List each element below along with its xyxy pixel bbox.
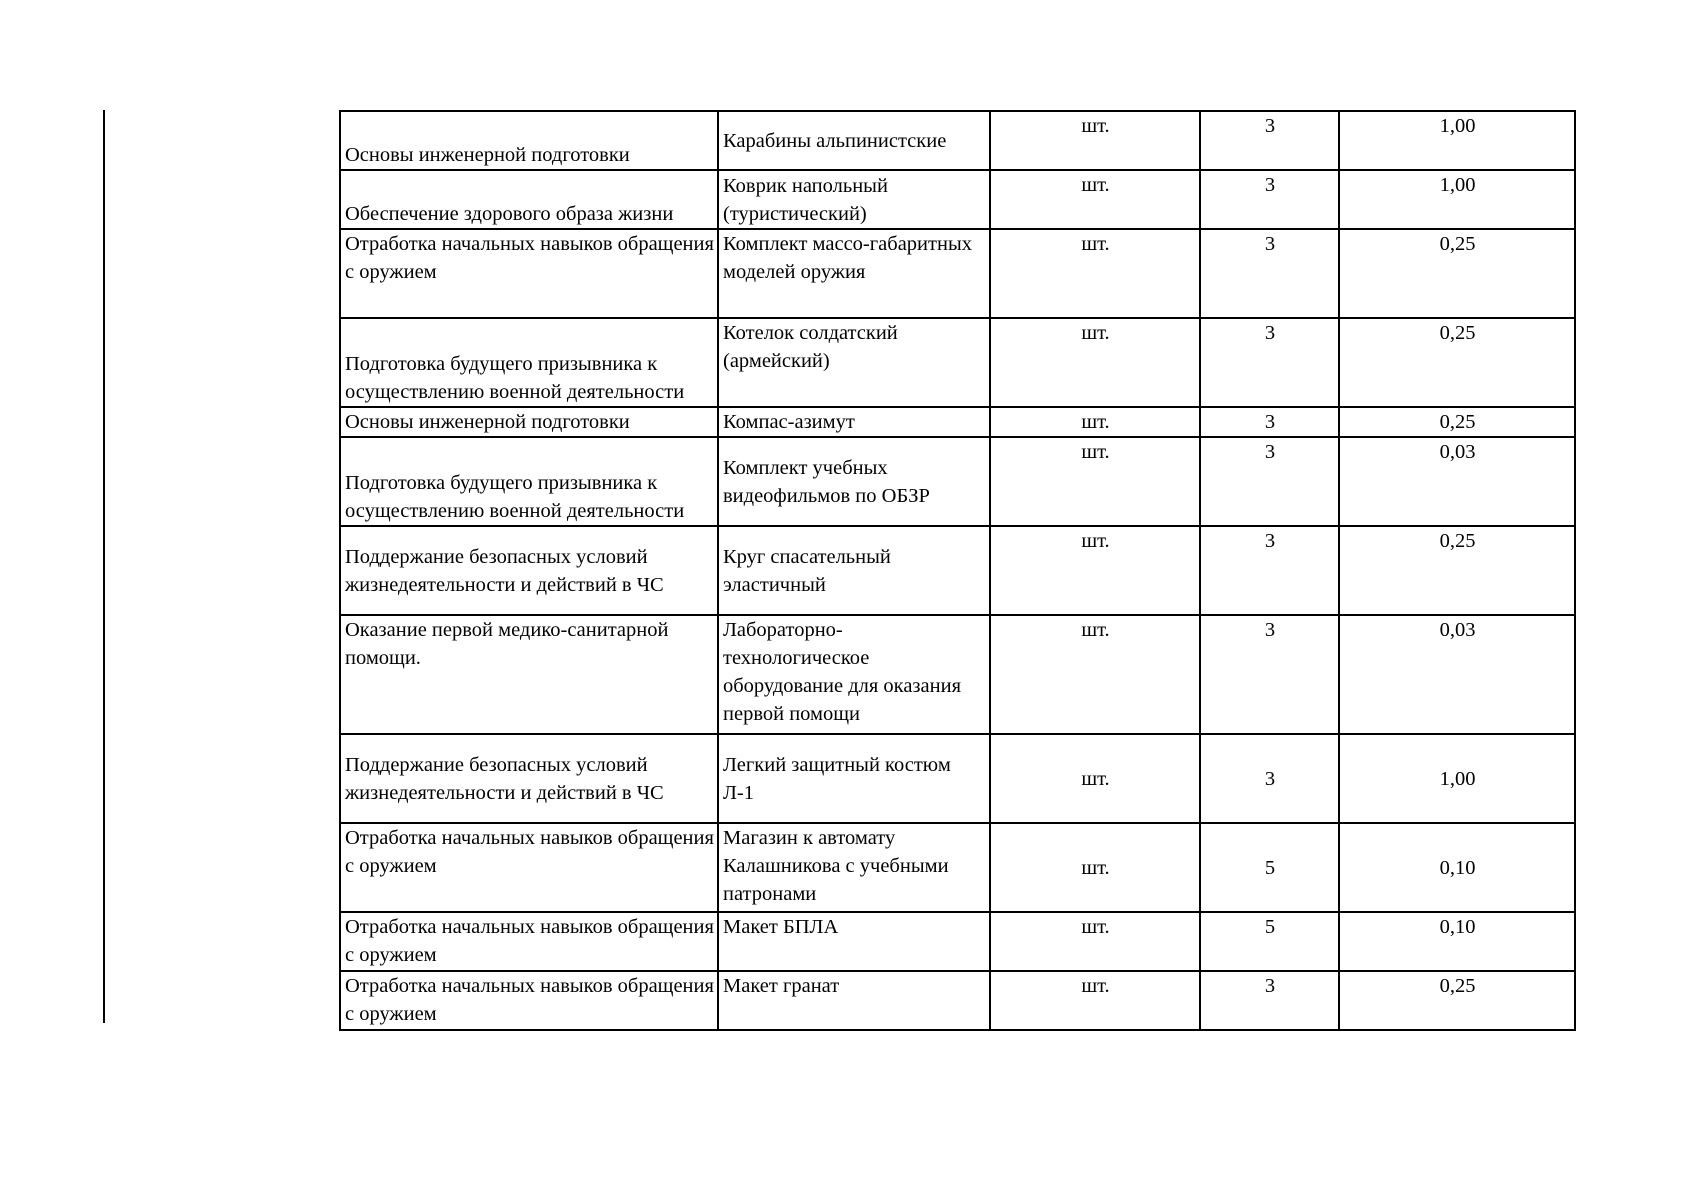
item-cell: Коврик напольный (туристический) bbox=[718, 170, 990, 229]
coef-cell: 0,25 bbox=[1339, 971, 1575, 1030]
table-row bbox=[340, 615, 1575, 734]
qty-cell: 3 bbox=[1200, 170, 1339, 229]
item-cell: Макет гранат bbox=[718, 971, 990, 1030]
qty-cell: 3 bbox=[1200, 111, 1339, 170]
item-cell: Круг спасательный эластичный bbox=[718, 526, 990, 615]
unit-cell: шт. bbox=[990, 912, 1200, 971]
topic-cell: Отработка начальных навыков обращения с оружием bbox=[340, 971, 718, 1030]
topic-cell: Отработка начальных навыков обращения с оружием bbox=[340, 823, 718, 912]
item-cell: Магазин к автомату Калашникова с учебными патронами bbox=[718, 823, 990, 912]
qty-cell: 3 bbox=[1200, 615, 1339, 734]
qty-cell: 3 bbox=[1200, 526, 1339, 615]
table-row bbox=[340, 971, 1575, 1030]
item-cell: Комплект массо-габаритных моделей оружия bbox=[718, 229, 990, 318]
table-row bbox=[340, 734, 1575, 823]
page-margin-line bbox=[103, 110, 105, 1023]
qty-cell: 3 bbox=[1200, 437, 1339, 526]
coef-cell: 0,25 bbox=[1339, 407, 1575, 437]
topic-cell: Подготовка будущего призывника к осуществлению военной деятельности bbox=[340, 437, 718, 526]
topic-cell: Поддержание безопасных условий жизнедеятельности и действий в ЧС bbox=[340, 526, 718, 615]
table-row bbox=[340, 170, 1575, 229]
topic-cell: Основы инженерной подготовки bbox=[340, 407, 718, 437]
unit-cell: шт. bbox=[990, 229, 1200, 318]
item-cell: Компас-азимут bbox=[718, 407, 990, 437]
coef-cell: 0,25 bbox=[1339, 318, 1575, 407]
table-row bbox=[340, 912, 1575, 971]
coef-cell: 0,03 bbox=[1339, 615, 1575, 734]
item-cell: Котелок солдатский (армейский) bbox=[718, 318, 990, 407]
coef-cell: 0,25 bbox=[1339, 526, 1575, 615]
table-row bbox=[340, 318, 1575, 407]
table-row bbox=[340, 229, 1575, 318]
unit-cell: шт. bbox=[990, 170, 1200, 229]
qty-cell: 3 bbox=[1200, 734, 1339, 823]
topic-cell: Отработка начальных навыков обращения с оружием bbox=[340, 912, 718, 971]
topic-cell: Обеспечение здорового образа жизни bbox=[340, 170, 718, 229]
coef-cell: 0,03 bbox=[1339, 437, 1575, 526]
table-row bbox=[340, 407, 1575, 437]
topic-cell: Основы инженерной подготовки bbox=[340, 111, 718, 170]
coef-cell: 0,10 bbox=[1339, 912, 1575, 971]
unit-cell: шт. bbox=[990, 734, 1200, 823]
unit-cell: шт. bbox=[990, 111, 1200, 170]
table-row bbox=[340, 111, 1575, 170]
qty-cell: 3 bbox=[1200, 229, 1339, 318]
unit-cell: шт. bbox=[990, 437, 1200, 526]
coef-cell: 0,10 bbox=[1339, 823, 1575, 912]
table-row bbox=[340, 823, 1575, 912]
topic-cell: Поддержание безопасных условий жизнедеятельности и действий в ЧС bbox=[340, 734, 718, 823]
coef-cell: 0,25 bbox=[1339, 229, 1575, 318]
qty-cell: 3 bbox=[1200, 318, 1339, 407]
item-cell: Макет БПЛА bbox=[718, 912, 990, 971]
coef-cell: 1,00 bbox=[1339, 170, 1575, 229]
table-row bbox=[340, 526, 1575, 615]
unit-cell: шт. bbox=[990, 526, 1200, 615]
unit-cell: шт. bbox=[990, 407, 1200, 437]
qty-cell: 5 bbox=[1200, 912, 1339, 971]
topic-cell: Отработка начальных навыков обращения с оружием bbox=[340, 229, 718, 318]
item-cell: Карабины альпинистские bbox=[718, 111, 990, 170]
equipment-table bbox=[339, 110, 1576, 1031]
unit-cell: шт. bbox=[990, 318, 1200, 407]
item-cell: Комплект учебных видеофильмов по ОБЗР bbox=[718, 437, 990, 526]
topic-cell: Подготовка будущего призывника к осуществлению военной деятельности bbox=[340, 318, 718, 407]
item-cell: Лабораторно-технологическое оборудование для оказания первой помощи bbox=[718, 615, 990, 734]
coef-cell: 1,00 bbox=[1339, 111, 1575, 170]
unit-cell: шт. bbox=[990, 615, 1200, 734]
topic-cell: Оказание первой медико-санитарной помощи. bbox=[340, 615, 718, 734]
unit-cell: шт. bbox=[990, 971, 1200, 1030]
qty-cell: 3 bbox=[1200, 407, 1339, 437]
qty-cell: 3 bbox=[1200, 971, 1339, 1030]
unit-cell: шт. bbox=[990, 823, 1200, 912]
coef-cell: 1,00 bbox=[1339, 734, 1575, 823]
item-cell: Легкий защитный костюм Л-1 bbox=[718, 734, 990, 823]
qty-cell: 5 bbox=[1200, 823, 1339, 912]
table-row bbox=[340, 437, 1575, 526]
